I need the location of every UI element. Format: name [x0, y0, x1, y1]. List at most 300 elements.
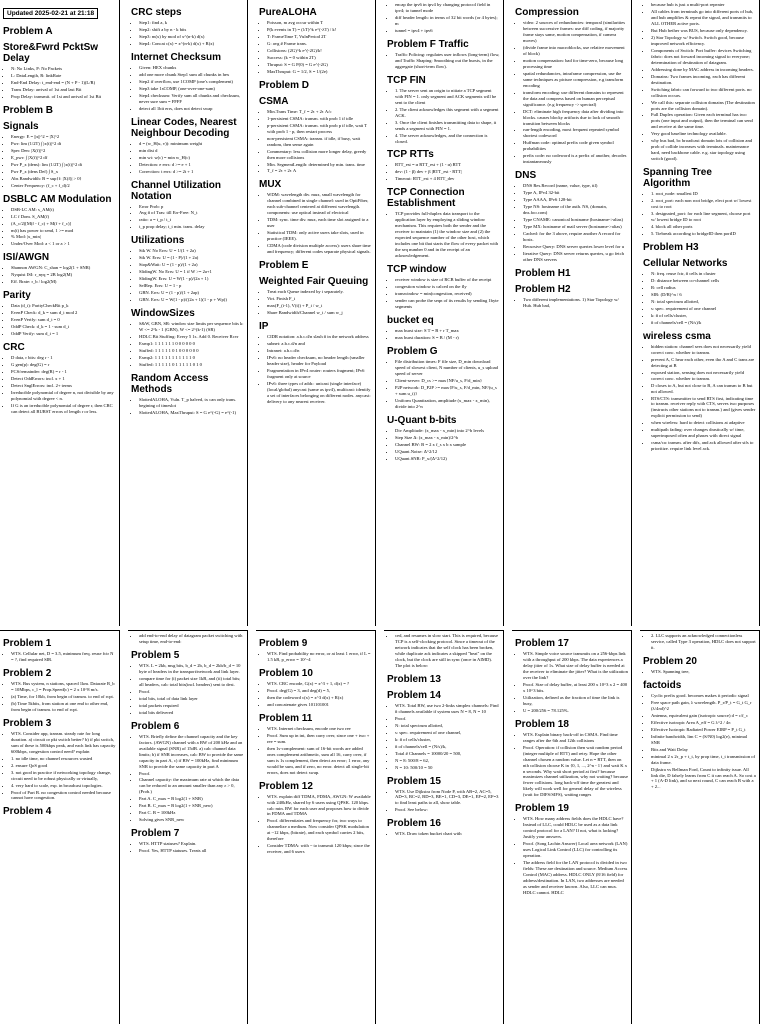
list-item: • Type CNAME: canonical hostname (hostname->alias) — [523, 217, 628, 223]
section-title: Problem E — [259, 260, 309, 272]
section-title: Utilizations — [131, 235, 185, 247]
list-item: • Stk W. No Errs: U = 1/(1 + 2a) — [139, 248, 244, 254]
list-item: • Irreducible polynomial of degree n, not divisible by any polynomial with degree < n. — [11, 390, 116, 402]
list-item: • Part B. C_max = B log2(1 + SNR_new) — [139, 803, 244, 809]
section-list — [387, 703, 500, 771]
list-item: • WTS. Simple voice source transmits on a 256-kbps link with a throughput of 200 kbps. The data experiences a delay jitter of 1s. What size of delay buffer is needed at the receiver to eliminate the jitter? What is the utilization over the link? — [523, 651, 628, 681]
list-item: • TCP provides full-duplex data transport to the application layer by employing a sliding window mechanism. This requires both the sender and the receiver to maintain (1) the window size and (2) the expected sequence number of the other host, which includes one bit that starts the flow of every packet with the seq number 0 and in the receipt of an acknowledgement. — [395, 211, 500, 259]
bottom-column-4 — [384, 630, 504, 1024]
list-item: • Effective isotropic Area A_eff = G λ^2 / 4π — [651, 720, 756, 726]
section-list — [387, 428, 500, 462]
list-item: • 2) Star Topology w/ Switch. Switch good, because improved network efficiency. — [651, 35, 756, 47]
list-item: • 5. Tiebreak according to bridgeID then portID — [651, 231, 756, 237]
column-6-sections — [643, 2, 756, 452]
list-item: • S&W, GBN, SR: window size limits per sequence bits k: W <= 2^k - 1 (GBN), W <= 2^(k-1) (SR) — [139, 321, 244, 333]
list-item: • Div Amplitude: (x_max - x_min) into 2^b levels — [395, 428, 500, 434]
list-item: • N: freq. reuse fctr, # cells in cluster — [651, 271, 756, 277]
list-item: • Share Bandwidth/Channel w_i / sum w_j — [267, 310, 372, 316]
section-list — [131, 248, 244, 303]
section-title: Linear Codes, Nearest Neighbour Decoding — [131, 116, 237, 139]
list-item: • WTS. Draw token bucket chart with — [395, 831, 500, 837]
section-title: Problem 12 — [259, 780, 313, 792]
list-item: • k: # of cells/cluster, — [651, 313, 756, 319]
section-list — [3, 681, 116, 713]
bottom-column-2 — [128, 630, 248, 1024]
list-item: • 4. block all other ports — [651, 224, 756, 230]
list-item: • Avg # of Tras: till Err-Free: N_t — [139, 210, 244, 216]
list-item: • Exmp2: 1 1 1 1 1 1 1 1 1 1 1 0 — [139, 355, 244, 361]
section-title: Store&Fwrd PcktSw Delay — [3, 42, 99, 64]
list-item: • s: spec. requirement of one channel — [651, 306, 756, 312]
section-title: Problem 9 — [259, 638, 308, 649]
list-item: • Step Size Δ: (x_max - x_min)/2^b — [395, 435, 500, 441]
list-item: • WTS. Consider app, transm. steady rate for long duration. a) circuit or pkt switch better? b) if pkt switch, sum of these is 500kbps peak, and each link has capacity 600kbps, congestion control need? explain — [11, 731, 116, 755]
section-list — [259, 20, 372, 75]
list-item: • (A_c/2)[M(f - f_c) + M(f + f_c)] — [11, 221, 116, 227]
list-item: • Step2: shift a by n - k bits — [139, 27, 244, 33]
section-title: Compression — [515, 7, 579, 18]
list-item: • Stop&Wait: U = (1 - p)/(1 + 2a) — [139, 262, 244, 268]
list-item: • Stuffed: 1 1 1 1 1 0 1 1 1 1 1 0 1 0 — [139, 362, 244, 368]
list-item: • L: DataLength, R: linkRate — [11, 73, 116, 79]
list-item: • T: FrameTime T, VulnPeriod 2T — [267, 34, 372, 40]
list-item: • Channel capacity: the maximum rate at which the data can be reduced to an amount smaller than any ε > 0, (Prob.) — [139, 777, 244, 795]
list-item: • dev: (1 - β) dev + β |RTT_est - RTT| — [395, 169, 500, 175]
list-item: • EvenP Check: d_k = sum d_i mod 2 — [11, 310, 116, 316]
list-item: • Step4 checksum: Verify sum all chunks and checksum, never sure sum = FFFF — [139, 93, 244, 105]
bottom-column-3 — [256, 630, 376, 1024]
list-item: • WTS. Use Dijkstra from Node P, with AB=2, AC=5, AD=3, BC=2, BD=3, BE=1, CD=3, DE=1, EF=2, EF=3 to find least paths to all, show table. — [395, 789, 500, 807]
list-item: • add one more chunk Step1 sum all chunks in hex — [139, 72, 244, 78]
section-list — [259, 192, 372, 255]
list-item: • % Mod: |x_min| — [11, 234, 116, 240]
column-1 — [0, 0, 120, 626]
updated-stamp: Updated 2025-02-21 at 21:18 — [3, 8, 98, 19]
list-item: • WTS. Cellular net, D = 3.5, minimum freq. reuse fctr N = ?, find required SIR. — [11, 651, 116, 663]
section-title: TCP FIN — [387, 74, 426, 86]
section-title: CRC — [3, 342, 25, 354]
list-item: • N = 8: 500/8 = 62, — [395, 758, 500, 764]
list-item: • add end-to-end delay of datagram packet switching with setup time, end-to-end: — [139, 633, 244, 645]
section-title: Problem H1 — [515, 267, 571, 279]
list-item: • spatial redundancies, intraframe compression, use the same techniques as picture compression, e.g transform encoding — [523, 71, 628, 89]
section-title: Signals — [3, 120, 39, 132]
list-item: • RTT_est = α RTT_est + (1 - α) RTT — [395, 162, 500, 168]
section-list — [643, 191, 756, 237]
list-item: • and concatenate gives 101101001 — [267, 702, 372, 708]
section-title: Problem 10 — [259, 667, 313, 679]
column-2-sections — [131, 7, 244, 416]
section-list — [131, 734, 244, 824]
section-title: Problem H3 — [643, 242, 699, 253]
list-item: • Abs Bandwidth: B = sup{f: |X(f)| > 0} — [11, 176, 116, 182]
section-list — [3, 134, 116, 189]
list-item: • R: cell radius — [651, 285, 756, 291]
section-list — [131, 20, 244, 47]
list-item: • # of channels/cell = (N/s)/k — [651, 320, 756, 326]
list-item: • Infinite bandwidth, lim C = (S/N0) log2(e), minimal SNR — [651, 734, 756, 746]
list-item: • WTS. HTTP statuses? Explain. — [139, 841, 244, 847]
list-item: • Part C. B = 100kHz — [139, 810, 244, 816]
section-list — [3, 651, 116, 663]
list-item: • run-length encoding, most frequent repeated symbol shortest codeword — [523, 127, 628, 139]
list-item: • 1. no idle time, no channel resources wasted — [11, 756, 116, 762]
list-item: • Channel BW: B = 2 x f_s x b x sample — [395, 442, 500, 448]
list-item: • Type NS: hostname of the auth. NS, (domain, dns.foo.com) — [523, 204, 628, 216]
list-item: • EvenP Verify: sum d_i = 0 — [11, 317, 116, 323]
list-item: • Very good baseline technology available. — [651, 131, 756, 137]
list-item: • Recursive Query: DNS server queries lower level for u — [523, 244, 628, 250]
list-item: • WTS. CRC encode, G(x) = x^3 + 1, d(x) = ? — [267, 681, 372, 687]
section-list — [3, 265, 116, 285]
list-item: • video: 2 sources of redundancies: temporal (similarities between successive frames: use diff coding, if majority frame stays same, motion compensation, if camera moves) — [523, 20, 628, 44]
section-title: wireless csma — [643, 330, 711, 342]
list-item: • Min. SegmentLength: determined by min. trans. time — [267, 162, 372, 168]
list-item: • Treat each Queue indexed by i separately. — [267, 289, 372, 295]
list-item: • WDM: wavelength div. mux, small wavelength for channel combined in single channel: used in OptiFiber, each sub-channel centered at different wavelength. components: use optical instead of electrical — [267, 192, 372, 216]
section-list — [387, 211, 500, 259]
list-item: • csma/ca: transm. after difs, and ack allowed after sifs to prioritize. require link level ack. — [651, 440, 756, 452]
list-item: • Thruput: S = G P(0) = G e^(-2G) — [267, 62, 372, 68]
list-item: • Step1: find a, k — [139, 20, 244, 26]
list-item: • Detect OddErrors: incl. x + 1 — [11, 376, 116, 382]
list-item: • m(t) has power to send, 1 >= mod — [11, 228, 116, 234]
list-item: • Utilization, defined as the fraction of time the link is busy, — [523, 695, 628, 707]
column-2 — [128, 0, 248, 626]
column-5 — [512, 0, 632, 626]
list-item: • Proof. — [395, 716, 500, 722]
list-item: • OddP Check: d_k = 1 - sum d_i — [11, 324, 116, 330]
list-item: • Timeout: RTT_est + 4 RTT_dev — [395, 176, 500, 182]
list-item: • Nyquist ISI: r_nyq = 2B log2(M) — [11, 272, 116, 278]
list-item: • D closes to A, but not close to B, A can transm to B but not allowed. — [651, 383, 756, 395]
list-item: • Iterative Query: DNS server returns queries, u go fetch other DNS servers — [523, 251, 628, 263]
list-item: • Traffic Policing: regulates user inflows (long-term) flow, and Traffic Shaping: Smoothing out the bursts, in the aggregate (short-term flow). — [395, 52, 500, 70]
list-item: • GBN. Errs: U = W(1 - p)/((2a + 1)(1 - p + Wp)) — [139, 297, 244, 303]
section-list — [131, 141, 244, 175]
section-list — [643, 2, 756, 162]
list-item: • E_pwr: ∫ |X(f)|^2 df — [11, 155, 116, 161]
list-item: • Proof. deg(G) = 3, and deg(d) = 5, — [267, 688, 372, 694]
list-item: • p-persistent CSMA: transm. with prob p if idle, wait T with prob 1 - p, then restart process — [267, 123, 372, 135]
section-title: bucket eq — [387, 314, 434, 326]
list-item: • If G is an irreducible polynomial of degree r, then CRC can detect all BURST errors of length r or less. — [11, 403, 116, 415]
list-item: • sender can probe the seqn of its results by sending 1byte segments — [395, 298, 500, 310]
section-list — [515, 816, 628, 896]
section-title: TCP RTTs — [387, 149, 434, 161]
list-item: • LC f Dom. S_AM(f) — [11, 214, 116, 220]
list-item: • Type A, IPv4 32-bit — [523, 190, 628, 196]
list-item: • Pwr P_x (dens): lim (1/2T) ∫ |x(t)|^2 dt — [11, 162, 116, 168]
list-item: • Proof. Operation: if collision then wait random period (integer multiple of RTT) and retry. Hope the other channel chosen a random value. Let n = RTT, then on nth collision choose K in {0, 1, ..., 2^n - 1} and wait K x n seconds. Why wait short period at first? because maximizes channel utilization, why not waiting? because fewer collisions. long back-off time the greatest and likely will work well for general delay of the wireless (wait for DIFS/SIFS), waiting ranges — [523, 745, 628, 799]
list-item: • transform encoding: use different domains to represent the data and compress based on human perceptual significance. (e.g frequency -> spectral) — [523, 90, 628, 108]
list-item: • Full Duplex operation: Given each terminal has two ports (one input and output), then the terminal can send and receive at the same time. — [651, 112, 756, 130]
list-item: • s: spec. requirement of one channel, — [395, 730, 500, 736]
section-list — [259, 109, 372, 175]
list-item: • Fragmentation in IPv4 router: routers fragment; IPv6 fragment only at source — [267, 368, 372, 380]
section-list — [131, 663, 244, 716]
list-item: • then the codeword c(x) = x^3 d(x) + R(x) — [267, 695, 372, 701]
list-item: • Proof of Part B. no congestion control needed because cannot have congestion. — [11, 790, 116, 802]
list-item: • SlottedALOHA, Vuln. T_p halved, tx can only trans. begining of timeslot — [139, 397, 244, 409]
list-item: • 2. ensure QoS good — [11, 763, 116, 769]
section-title: Random Access Methods — [131, 372, 209, 395]
list-item: • P2P network: D_P2P >= max{F/u_s, F/d_min, NF/(u_s + sum u_i)} — [395, 385, 500, 397]
list-item: • WTS. explain diff TDMA, FDMA, AWGN: W available with 240kHz, shared by 6 users using QPSK. 120 kbps. calc min. BW for each user and proposes how to divide in FDMA and TDMA — [267, 794, 372, 818]
list-item: • FCS/remainder: deg(R) = r - 1 — [11, 369, 116, 375]
list-item: • Total # Channels = 10000/20 = 500, — [395, 751, 500, 757]
list-item: • 1. root_node: smallest ID — [651, 191, 756, 197]
section-title: Problem 13 — [387, 673, 441, 685]
list-item: • Huffman code: optimal prefix code given symbol probabilities — [523, 140, 628, 152]
list-item: • max burst size: S T = B + r T_max — [395, 328, 500, 334]
list-item: • RTS/CTS: transmitter to send RTS first, indicating time to transm. receiver reply with CTS, serves two purposes (instructs other stations not to transm.) and (gives sender explicit permission to send) — [651, 396, 756, 420]
list-item: • # of channels/cell = (N/s)/k, — [395, 744, 500, 750]
section-list — [259, 334, 372, 405]
section-list — [387, 277, 500, 310]
list-item: • Effective Isotropic Radiated Power EIRP = P_t G_t — [651, 727, 756, 733]
list-item: • UQuant.Noise: Δ^2/12 — [395, 449, 500, 455]
list-item: • diff header length: in terms of 32 bit words (or 4 bytes); m — [395, 15, 500, 27]
list-item: • Proof. — [139, 689, 244, 695]
section-list — [3, 207, 116, 248]
bottom-column-5 — [512, 630, 632, 1024]
bottom-column-5-sections — [515, 638, 628, 896]
section-list — [387, 328, 500, 341]
list-item: • ced, and resumes in slow start. This is required, because TCP is a self-clocking protocol. Since a timeout of the network indicates that the self clock has been broken, while duplicate ack indicates a skipped "beat" on the clock, but the clock are still in sync (once in AIMD). The plot is below: — [395, 633, 500, 669]
list-item: • exposed station, sensing does not necessarily yield correct conc. whether to transm. — [651, 370, 756, 382]
section-title: TCP window — [387, 264, 447, 276]
section-title: ISI/AWGN — [3, 252, 50, 264]
list-item: • Proof. Size of delay buffer, at least 200 x 10^3 x 2 = 400 x 10^3 bits. — [523, 682, 628, 694]
column-3-sections — [259, 7, 372, 405]
list-item: • congestion window is calced on the fly — [395, 284, 500, 290]
section-title: Problem 3 — [3, 717, 52, 729]
section-list — [515, 651, 628, 714]
list-item: • File distribution times: F file size, D_min download speed of slowest client, N number of clients, u_s upload speed of server — [395, 359, 500, 377]
section-list — [515, 297, 628, 309]
list-item: • Statistical TDM: only active users take slots, used in practice (IEEE). — [267, 230, 372, 242]
section-title: Problem 19 — [515, 803, 569, 815]
section-list — [515, 20, 628, 165]
list-item: • Cached: for the 3 above, require another A record for hosts. — [523, 231, 628, 243]
list-item: • min dist d — [139, 148, 244, 154]
section-list — [3, 303, 116, 337]
list-item: • (divide frame into macroblocks, use relative movement of block) — [523, 45, 628, 57]
bottom-column-1-sections — [3, 638, 116, 817]
section-title: Channel Utilization Notation — [131, 179, 221, 202]
section-list — [387, 789, 500, 814]
bottom-column-3-sections — [259, 638, 372, 855]
section-title: Problem 16 — [387, 818, 441, 830]
list-item: • k: # of cells/cluster, — [395, 737, 500, 743]
list-item: • motion compensation: bad for time-zero, because long processing time — [523, 58, 628, 70]
section-title: Problem 14 — [387, 689, 441, 701]
list-item: • But Hub bether was BUS, because only dependency. — [651, 28, 756, 34]
list-item: • Pwr P_x (dens Def) ∫ S_x — [11, 169, 116, 175]
column-4 — [384, 0, 504, 626]
list-item: • WTS. Bus system, n stations, spaced 1km. Datarate R_b = 10Mbps, c_l = Prop.Speed(c) = 2 x 10^8 m/s. — [11, 681, 116, 693]
list-item: • Detect SnglErrors: incl. 2+ terms — [11, 383, 116, 389]
section-list — [259, 681, 372, 708]
section-list — [259, 726, 372, 776]
list-item: • hidden station: channel sees does not necessarily yield correct conc. whether to transm. — [651, 344, 756, 356]
section-list — [131, 204, 244, 231]
list-item: • G gen(p): deg(G) = r — [11, 362, 116, 368]
list-item: • Prop Delay: transmit. of 1st and arrival of 1st Bit — [11, 94, 116, 100]
column-5-sections — [515, 7, 628, 309]
section-title: U-Quant b-bits — [387, 414, 457, 426]
section-title: Problem 6 — [131, 720, 180, 732]
section-list — [131, 65, 244, 112]
list-item: • total bits, total of data link layer — [139, 696, 244, 702]
section-list — [643, 271, 756, 326]
list-item: • WTS. Spanning tree, — [651, 669, 756, 675]
list-item: • Antenna, equivalent gain (isotropic source) d = c/f_c — [651, 713, 756, 719]
section-title: Problem 5 — [131, 649, 180, 661]
section-list — [387, 359, 500, 410]
list-item: • non-persistent CSMA: transm. if idle, if busy, wait random, then sense again — [267, 136, 372, 148]
list-item: • Proof. Yes, HTTP statuses. Treats all — [139, 848, 244, 854]
list-item: • Energy: E = ||x||^2 = |X|^2 — [11, 134, 116, 140]
section-title: TCP Connection Establishment — [387, 187, 465, 210]
list-item: • WTS. Internet checksum, encode one two ree — [267, 726, 372, 732]
section-list — [387, 52, 500, 70]
list-item: • then 1s-complement: sum of 16-bit words are added ones complement arithmetic, sum all 16, carry over, if sum is 1s complement, then detect an error; 1 error, any would be sum, and if zero, no error. detect all single-bit errors, does not detect swap. — [267, 746, 372, 776]
list-item: • Error Prob: p — [139, 204, 244, 210]
list-item: • Free space path gain, λ wavelength. P_r/P_t = G_t G_r (λ/4πd)^2 — [651, 700, 756, 712]
section-title: DNS — [515, 170, 537, 182]
column-1-sections — [3, 26, 116, 415]
list-item: • 4. The server acknowledges, and the connection is closed. — [395, 133, 500, 145]
list-item: • (b) Time 5kbits, from station at one end to other end, from begin of transm. to end of rcpt. — [11, 701, 116, 713]
list-item: • Components of Switch: Port buffer: devices Switching fabric: does not forward incoming signal to everyone; determination of destination of datagram. — [651, 48, 756, 66]
section-title: Problem F Traffic — [387, 38, 469, 50]
list-item: • Correction: t errs: d >= 2t + 1 — [139, 169, 244, 175]
list-item: • GBN. Errs: U = (1 - p)/(1 + 2ap) — [139, 290, 244, 296]
list-item: • Poisson, m avg occur within T — [267, 20, 372, 26]
list-item: • Center Frequency: (f_c + f_d)/2 — [11, 183, 116, 189]
bottom-column-6 — [640, 630, 760, 1024]
section-title: Problem G — [387, 345, 438, 357]
list-item: • End-End Delay: t_end-end = (N + P - 1)(L/R) — [11, 80, 116, 86]
list-item: • total packets required — [139, 703, 244, 709]
section-title: PureALOHA — [259, 7, 317, 18]
section-title: Spanning Tree Algorithm — [643, 167, 712, 190]
section-list — [387, 2, 500, 34]
list-item: • Part A. C_max = B log2(1 + SNR) — [139, 796, 244, 802]
list-item: • Uniform Quantization, amplitude (x_max - x_min), divide into 2^n — [395, 398, 500, 410]
section-title: Parity — [3, 290, 31, 302]
list-item: • SlidingW. No Errs: U = 1 if W >= 2a+1 — [139, 269, 244, 275]
bottom-column-6-sections — [643, 633, 756, 790]
list-item: • Intranet: a.b.c.d/n — [267, 348, 372, 354]
section-title: IP — [259, 321, 269, 332]
list-item: • P(k events in T) = (λT)^k e^(-λT) / k! — [267, 27, 372, 33]
list-item: • tunnel = ipv4 + ipv6 — [395, 28, 500, 34]
list-item: • Shannon AWGN: C_shan = log2(1 + SNR) — [11, 265, 116, 271]
section-list — [131, 397, 244, 416]
bottom-column-2-sections — [131, 633, 244, 854]
list-item: • Step2 if overflow, use 1COMP (one's complement) — [139, 79, 244, 85]
list-item: • Under/Over Mod: a < 1 or a > 1 — [11, 241, 116, 247]
list-item: • encap the ipv6 in ipv4 by changing protocol field in ipv4; to tunnel mode — [395, 2, 500, 14]
section-list — [387, 88, 500, 145]
list-item: • Data (d_i): ParityCheckBit p_k — [11, 303, 116, 309]
section-title: MUX — [259, 179, 282, 191]
list-item: • Proof. See below: — [395, 807, 500, 813]
list-item: • Given: HEX chunks — [139, 65, 244, 71]
list-item: • 2. LLC supports an acknowledged connectionless service, called Type 3 operation, HDLC does not support it. — [651, 633, 756, 651]
list-item: • 2. root_port: each non root bridge, elect port w/ lowest cost to root — [651, 198, 756, 210]
list-item: • Proof. Sum up in int, then carry over, since one + two + ree = sum. — [267, 733, 372, 745]
list-item: • Commentary: less collision more longer delay, greedy then more collisions — [267, 149, 372, 161]
list-item: • We call this: separate collision domains (The destination ports are the collision domain). — [651, 100, 756, 112]
list-item: • Proof. — [139, 771, 244, 777]
list-item: • WTS. L = 2kb, msg bits, b_d = 2b, b_d = 2kb/b_d = 10 byte of headers in the transport/network and link layer. — [139, 663, 244, 675]
list-item: • 3. designated_port: for each line segment, choose port w/ lowest bridge ID to root — [651, 211, 756, 223]
list-item: • Pwr: lim (1/2T) ∫ |x(t)|^2 dt — [11, 141, 116, 147]
list-item: • prevent A, C hear each other, even tho A and C trans are detecting at B — [651, 357, 756, 369]
list-item: • IPv6: no header checksum, no header length (smaller header size), header for Payload — [267, 355, 372, 367]
list-item: • N: total spectrum allotted, — [651, 299, 756, 305]
list-item: • UQuant.SNR: P_x/(Δ^2/12) — [395, 456, 500, 462]
list-item: • prefix code: no codeword is a prefix of another, decodes instantaneously — [523, 153, 628, 165]
section-list — [643, 344, 756, 452]
list-item: • IPv6: three types of addr.: unicast (single interface) (local/global) anycast (same as ipv4), multicast: identify a set of interfaces belonging on different nodes. anycast: delivery to any nearest receiver. — [267, 381, 372, 405]
list-item: • Virt. Finish F_i — [267, 296, 372, 302]
section-title: DSBLC AM Modulation — [3, 193, 112, 205]
list-item: • The address field for the LAN protocol is divided in two fields: These are destination and source. Medium Access Control (MAC) address. HDLC ONLY (8/16 field) for address/destination. In LAN, two addresses are needed as sender and receiver known. Also, LLC can mux. HDLC cannot. HDLC — [523, 860, 628, 896]
list-item: • Success: (k = 0 within 2T) — [267, 55, 372, 61]
list-item: • t_p prop delay; t_t min. trans. delay — [139, 224, 244, 230]
list-item: • 1-persistent CSMA: transm. with prob 1 if idle — [267, 116, 372, 122]
section-title: Problem 15 — [387, 775, 441, 787]
list-item: • Trans Delay: arrival of 1st and last Bit — [11, 87, 116, 93]
list-item: • min wt: w(c) = min w_H(c) — [139, 155, 244, 161]
section-list — [643, 669, 756, 675]
list-item: • D: distance between co-channel cells — [651, 278, 756, 284]
section-list — [515, 732, 628, 799]
section-list — [131, 321, 244, 368]
list-item: • Type MX: hostname of mail server (hostname->alias) — [523, 224, 628, 230]
list-item: • max burst duration: S = B / (M - r) — [395, 335, 500, 341]
list-item: • N: total spectrum allotted, — [395, 723, 500, 729]
section-list — [3, 731, 116, 802]
list-item: • 2. The client acknowledges this segment with a segment ACK. — [395, 107, 500, 119]
list-item: • SIR: (D/R)^n / 6 — [651, 292, 756, 298]
section-title: CRC steps — [131, 7, 182, 18]
section-title: Problem 17 — [515, 638, 569, 649]
list-item: • D data, r bits: deg r - 1 — [11, 355, 116, 361]
list-item: • U = 200/256 = 78.125%. — [523, 708, 628, 714]
section-list — [259, 651, 372, 663]
list-item: • Stk W. Errs: U = (1 - P)/(1 + 2a) — [139, 255, 244, 261]
list-item: • 3. Once the client finishes transmitting data to shape, it sends a segment with FIN = 1. — [395, 120, 500, 132]
list-item: • SelRep. Errs: U = 1 - p — [139, 283, 244, 289]
section-title: Problem 20 — [643, 655, 697, 667]
list-item: • Cyclic prefix good. becomes makes it periodic signal — [651, 693, 756, 699]
section-list — [259, 289, 372, 316]
section-list — [643, 693, 756, 791]
list-item: • Eff. Brate: r_b / log2(M) — [11, 279, 116, 285]
section-list — [387, 162, 500, 182]
section-title: Problem A — [3, 26, 53, 37]
list-item: • DNS Res.Record (name, value, type, ttl) — [523, 183, 628, 189]
section-title: Problem D — [259, 79, 310, 91]
list-item: • DSB-LC AM: s_AM(t) — [11, 207, 116, 213]
list-item: • why bus bad, bc broadcast domain lots of collision and prob of collide increases with terminals. maintenance hard, need backbone cable. e.g. star topology using switch (good). — [651, 138, 756, 162]
